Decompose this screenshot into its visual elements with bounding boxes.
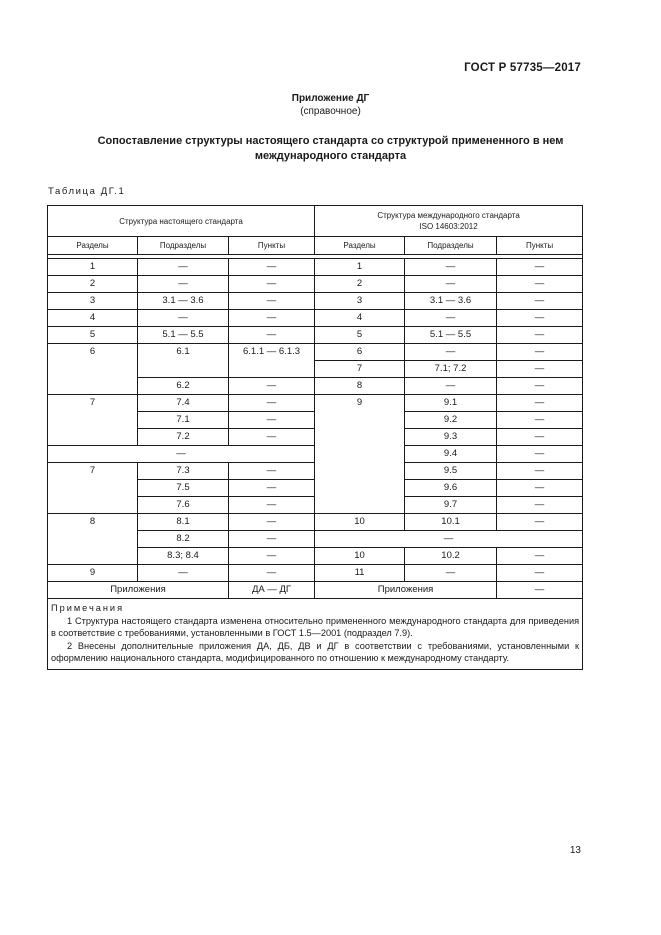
national-point-cell: — bbox=[229, 497, 315, 514]
document-title-line2: международного стандарта bbox=[254, 150, 407, 162]
national-section-cell: 6 bbox=[48, 344, 138, 395]
table-caption: Таблица ДГ.1 bbox=[48, 186, 126, 197]
intl-subsection-cell: — bbox=[405, 344, 497, 361]
national-point-cell: — bbox=[229, 531, 315, 548]
international-structure-header bbox=[315, 206, 583, 237]
intl-point-cell: — bbox=[497, 259, 583, 276]
international-structure-header-line1: Структура международного стандарта bbox=[377, 211, 520, 220]
national-section-cell: 4 bbox=[48, 310, 138, 327]
national-section-cell: 1 bbox=[48, 259, 138, 276]
structure-comparison-table bbox=[47, 205, 583, 670]
table-row bbox=[48, 293, 583, 310]
intl-appendices-label: Приложения bbox=[315, 582, 497, 599]
intl-point-cell: — bbox=[497, 412, 583, 429]
national-point-cell: — bbox=[229, 327, 315, 344]
intl-section-cell: 6 bbox=[315, 344, 405, 361]
national-subsection-cell: 7.4 bbox=[138, 395, 229, 412]
intl-point-cell: — bbox=[497, 429, 583, 446]
intl-section-cell: 3 bbox=[315, 293, 405, 310]
intl-subsection-cell: — bbox=[405, 276, 497, 293]
intl-subsection-cell: 9.2 bbox=[405, 412, 497, 429]
intl-point-cell: — bbox=[497, 497, 583, 514]
intl-point-cell: — bbox=[497, 565, 583, 582]
intl-section-cell: 10 bbox=[315, 514, 405, 531]
document-title bbox=[0, 134, 661, 164]
col-header-national-points: Пункты bbox=[229, 237, 315, 255]
intl-point-cell: — bbox=[497, 293, 583, 310]
intl-subsection-cell: — bbox=[405, 259, 497, 276]
national-subsection-cell: 7.2 bbox=[138, 429, 229, 446]
national-structure-header: Структура настоящего стандарта bbox=[48, 206, 315, 237]
intl-section-cell: 1 bbox=[315, 259, 405, 276]
national-subsection-cell: — bbox=[138, 310, 229, 327]
national-subsection-cell: 8.1 bbox=[138, 514, 229, 531]
intl-appendices-points: — bbox=[497, 582, 583, 599]
national-point-cell: — bbox=[229, 514, 315, 531]
intl-section-cell: 9 bbox=[315, 395, 405, 514]
national-section-cell: 9 bbox=[48, 565, 138, 582]
intl-subsection-cell: 10.2 bbox=[405, 548, 497, 565]
national-subsection-cell: 6.2 bbox=[138, 378, 229, 395]
table-row bbox=[48, 395, 583, 412]
table-row bbox=[48, 310, 583, 327]
intl-point-cell: — bbox=[497, 310, 583, 327]
note-2: 2 Внесены дополнительные приложения ДА, ДБ, ДВ и ДГ в соответствии с требованиями, установленными к оформлению национального стандарта, модифицированного по отношению к международному стандарту. bbox=[51, 640, 580, 664]
national-subsection-cell: 6.1 bbox=[138, 344, 229, 378]
national-point-cell: — bbox=[229, 463, 315, 480]
intl-point-cell: — bbox=[497, 446, 583, 463]
table-row bbox=[48, 565, 583, 582]
intl-section-cell: 11 bbox=[315, 565, 405, 582]
table-group-header-row bbox=[48, 206, 583, 237]
intl-section-cell: 5 bbox=[315, 327, 405, 344]
national-point-cell: 6.1.1 — 6.1.3 bbox=[229, 344, 315, 378]
appendices-row bbox=[48, 582, 583, 599]
national-subsection-cell: 8.3; 8.4 bbox=[138, 548, 229, 565]
intl-subsection-cell: 5.1 — 5.5 bbox=[405, 327, 497, 344]
col-header-intl-sections: Разделы bbox=[315, 237, 405, 255]
intl-section-cell: 10 bbox=[315, 548, 405, 565]
national-subsection-cell: 7.5 bbox=[138, 480, 229, 497]
national-subsection-cell: 7.3 bbox=[138, 463, 229, 480]
page-number: 13 bbox=[569, 845, 581, 856]
intl-subsection-cell: 10.1 bbox=[405, 514, 497, 531]
national-section-cell: 7 bbox=[48, 463, 138, 514]
national-subsection-cell: 7.1 bbox=[138, 412, 229, 429]
intl-point-cell: — bbox=[497, 463, 583, 480]
international-standard-code: ISO 14603:2012 bbox=[419, 222, 478, 231]
national-subsection-cell: 5.1 — 5.5 bbox=[138, 327, 229, 344]
national-merged-cell: — bbox=[48, 446, 315, 463]
appendix-title: Приложение ДГ bbox=[291, 93, 370, 104]
national-point-cell: — bbox=[229, 378, 315, 395]
intl-subsection-cell: 9.6 bbox=[405, 480, 497, 497]
intl-point-cell: — bbox=[497, 514, 583, 531]
intl-merged-cell: — bbox=[315, 531, 583, 548]
national-point-cell: — bbox=[229, 310, 315, 327]
intl-point-cell: — bbox=[497, 548, 583, 565]
notes-cell bbox=[48, 599, 583, 670]
national-subsection-cell: 7.6 bbox=[138, 497, 229, 514]
note-1: 1 Структура настоящего стандарта изменена относительно примененного международного стандарта для приведения в соответствие с требованиями, установленными в ГОСТ 1.5—2001 (подраздел 7.9). bbox=[51, 615, 580, 639]
col-header-national-sections: Разделы bbox=[48, 237, 138, 255]
intl-subsection-cell: — bbox=[405, 378, 497, 395]
intl-section-cell: 8 bbox=[315, 378, 405, 395]
national-point-cell: — bbox=[229, 548, 315, 565]
document-code: ГОСТ Р 57735—2017 bbox=[464, 62, 581, 74]
col-header-national-subsections: Подразделы bbox=[138, 237, 229, 255]
appendix-heading bbox=[0, 92, 661, 118]
national-point-cell: — bbox=[229, 395, 315, 412]
table-column-header-row bbox=[48, 237, 583, 255]
intl-subsection-cell: 9.3 bbox=[405, 429, 497, 446]
intl-point-cell: — bbox=[497, 276, 583, 293]
col-header-intl-subsections: Подразделы bbox=[405, 237, 497, 255]
intl-point-cell: — bbox=[497, 327, 583, 344]
intl-subsection-cell: 9.4 bbox=[405, 446, 497, 463]
intl-section-cell: 2 bbox=[315, 276, 405, 293]
intl-subsection-cell: 7.1; 7.2 bbox=[405, 361, 497, 378]
intl-subsection-cell: 9.1 bbox=[405, 395, 497, 412]
intl-subsection-cell: — bbox=[405, 565, 497, 582]
national-section-cell: 2 bbox=[48, 276, 138, 293]
intl-point-cell: — bbox=[497, 361, 583, 378]
national-section-cell: 8 bbox=[48, 514, 138, 565]
national-point-cell: — bbox=[229, 293, 315, 310]
intl-point-cell: — bbox=[497, 378, 583, 395]
national-section-cell: 3 bbox=[48, 293, 138, 310]
table-row bbox=[48, 259, 583, 276]
intl-subsection-cell: 9.5 bbox=[405, 463, 497, 480]
national-point-cell: — bbox=[229, 259, 315, 276]
appendix-subtitle: (справочное) bbox=[300, 106, 361, 117]
national-point-cell: — bbox=[229, 565, 315, 582]
national-subsection-cell: — bbox=[138, 276, 229, 293]
intl-point-cell: — bbox=[497, 344, 583, 361]
national-appendices-label: Приложения bbox=[48, 582, 229, 599]
intl-section-cell: 7 bbox=[315, 361, 405, 378]
table-row bbox=[48, 344, 583, 361]
national-point-cell: — bbox=[229, 276, 315, 293]
national-point-cell: — bbox=[229, 412, 315, 429]
national-section-cell: 7 bbox=[48, 395, 138, 446]
national-subsection-cell: — bbox=[138, 259, 229, 276]
national-point-cell: — bbox=[229, 429, 315, 446]
intl-point-cell: — bbox=[497, 395, 583, 412]
intl-subsection-cell: 9.7 bbox=[405, 497, 497, 514]
table-row bbox=[48, 276, 583, 293]
national-subsection-cell: — bbox=[138, 565, 229, 582]
national-section-cell: 5 bbox=[48, 327, 138, 344]
col-header-intl-points: Пункты bbox=[497, 237, 583, 255]
national-subsection-cell: 3.1 — 3.6 bbox=[138, 293, 229, 310]
national-subsection-cell: 8.2 bbox=[138, 531, 229, 548]
notes-row bbox=[48, 599, 583, 670]
table-row bbox=[48, 514, 583, 531]
national-appendices-points: ДА — ДГ bbox=[229, 582, 315, 599]
national-point-cell: — bbox=[229, 480, 315, 497]
document-title-line1: Сопоставление структуры настоящего стандарта со структурой примененного в нем bbox=[97, 135, 564, 147]
intl-point-cell: — bbox=[497, 480, 583, 497]
intl-subsection-cell: — bbox=[405, 310, 497, 327]
intl-subsection-cell: 3.1 — 3.6 bbox=[405, 293, 497, 310]
notes-title: Примечания bbox=[51, 603, 125, 613]
table-row bbox=[48, 327, 583, 344]
intl-section-cell: 4 bbox=[315, 310, 405, 327]
